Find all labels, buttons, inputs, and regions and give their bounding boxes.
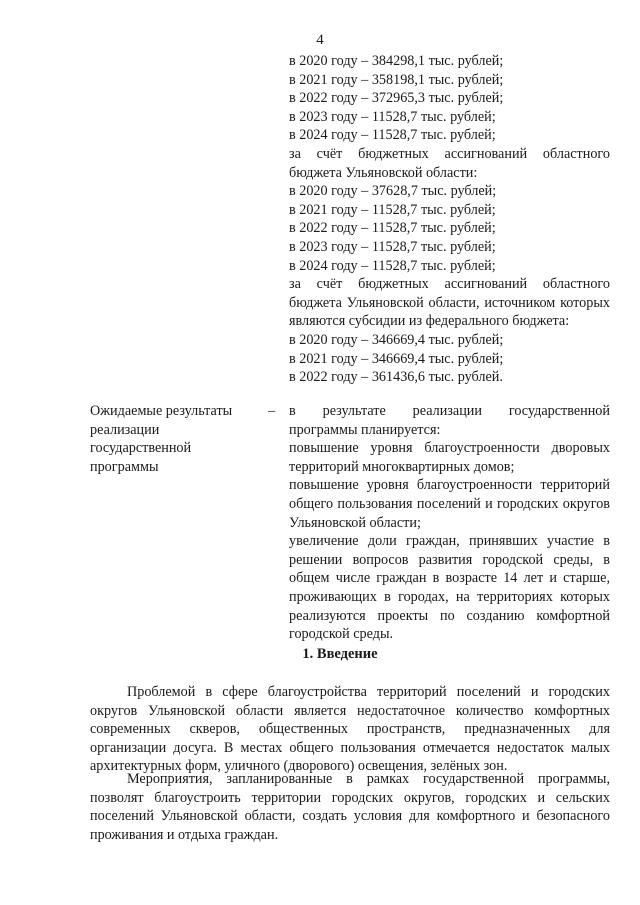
intro-paragraph-2: Мероприятия, запланированные в рамках государственной программы, позволят благоустроить территории городских округов, городских и сельских поселений Ульяновской области, создать условия для комфортного и безопасного проживания и отдыха граждан. bbox=[90, 771, 610, 843]
regional-budget-heading: за счёт бюджетных ассигнований областного бюджета Ульяновской области: bbox=[289, 145, 610, 181]
funding-section bbox=[289, 52, 610, 387]
results-dash: – bbox=[268, 403, 276, 419]
funding-line: в 2023 году – 11528,7 тыс. рублей; bbox=[289, 108, 496, 125]
funding-line: в 2021 году – 11528,7 тыс. рублей; bbox=[289, 201, 496, 218]
results-item: повышение уровня благоустроенности дворовых территорий многоквартирных домов; bbox=[289, 440, 610, 475]
funding-line: в 2020 году – 37628,7 тыс. рублей; bbox=[289, 183, 497, 200]
funding-line: в 2022 году – 11528,7 тыс. рублей; bbox=[289, 220, 496, 237]
funding-line: в 2022 году – 372965,3 тыс. рублей; bbox=[289, 90, 504, 107]
federal-subsidy-heading: за счёт бюджетных ассигнований областного бюджета Ульяновской области, источником которых являются субсидии из федерального бюджета: bbox=[289, 276, 610, 330]
results-label: Ожидаемые результаты реализации государственной программы bbox=[90, 403, 233, 475]
funding-line: в 2021 году – 358198,1 тыс. рублей; bbox=[289, 71, 504, 88]
funding-line: в 2021 году – 346669,4 тыс. рублей; bbox=[289, 350, 504, 367]
results-intro: в результате реализации государственной программы планируется: bbox=[289, 403, 610, 438]
results-item: повышение уровня благоустроенности территорий общего пользования поселений и городских округов Ульяновской области; bbox=[289, 477, 610, 531]
funding-line: в 2020 году – 384298,1 тыс. рублей; bbox=[289, 53, 504, 69]
intro-paragraph-1: Проблемой в сфере благоустройства территорий поселений и городских округов Ульяновской области является недостаточное количество комфортных современных скверов, общественных пространств, предназначенных для организации досуга. В местах общего пользования отмечается недостаток малых архитектурных форм, уличного (дворового) освещения, зелёных зон. bbox=[90, 684, 610, 775]
funding-line: в 2020 году – 346669,4 тыс. рублей; bbox=[289, 331, 504, 348]
funding-line: в 2023 году – 11528,7 тыс. рублей; bbox=[289, 238, 496, 255]
section-heading: 1. Введение bbox=[302, 646, 378, 662]
funding-line: в 2024 году – 11528,7 тыс. рублей; bbox=[289, 127, 496, 144]
funding-line: в 2022 году – 361436,6 тыс. рублей. bbox=[289, 369, 503, 386]
results-section bbox=[289, 402, 610, 644]
funding-line: в 2024 году – 11528,7 тыс. рублей; bbox=[289, 257, 496, 274]
page-number: 4 bbox=[316, 32, 324, 48]
results-item: увеличение доли граждан, принявших участие в решении вопросов развития городской среды, в общем числе граждан в возрасте 14 лет и старше, проживающих в городах, на территориях которых реализуются проекты по созданию комфортной городской среды. bbox=[289, 533, 610, 643]
